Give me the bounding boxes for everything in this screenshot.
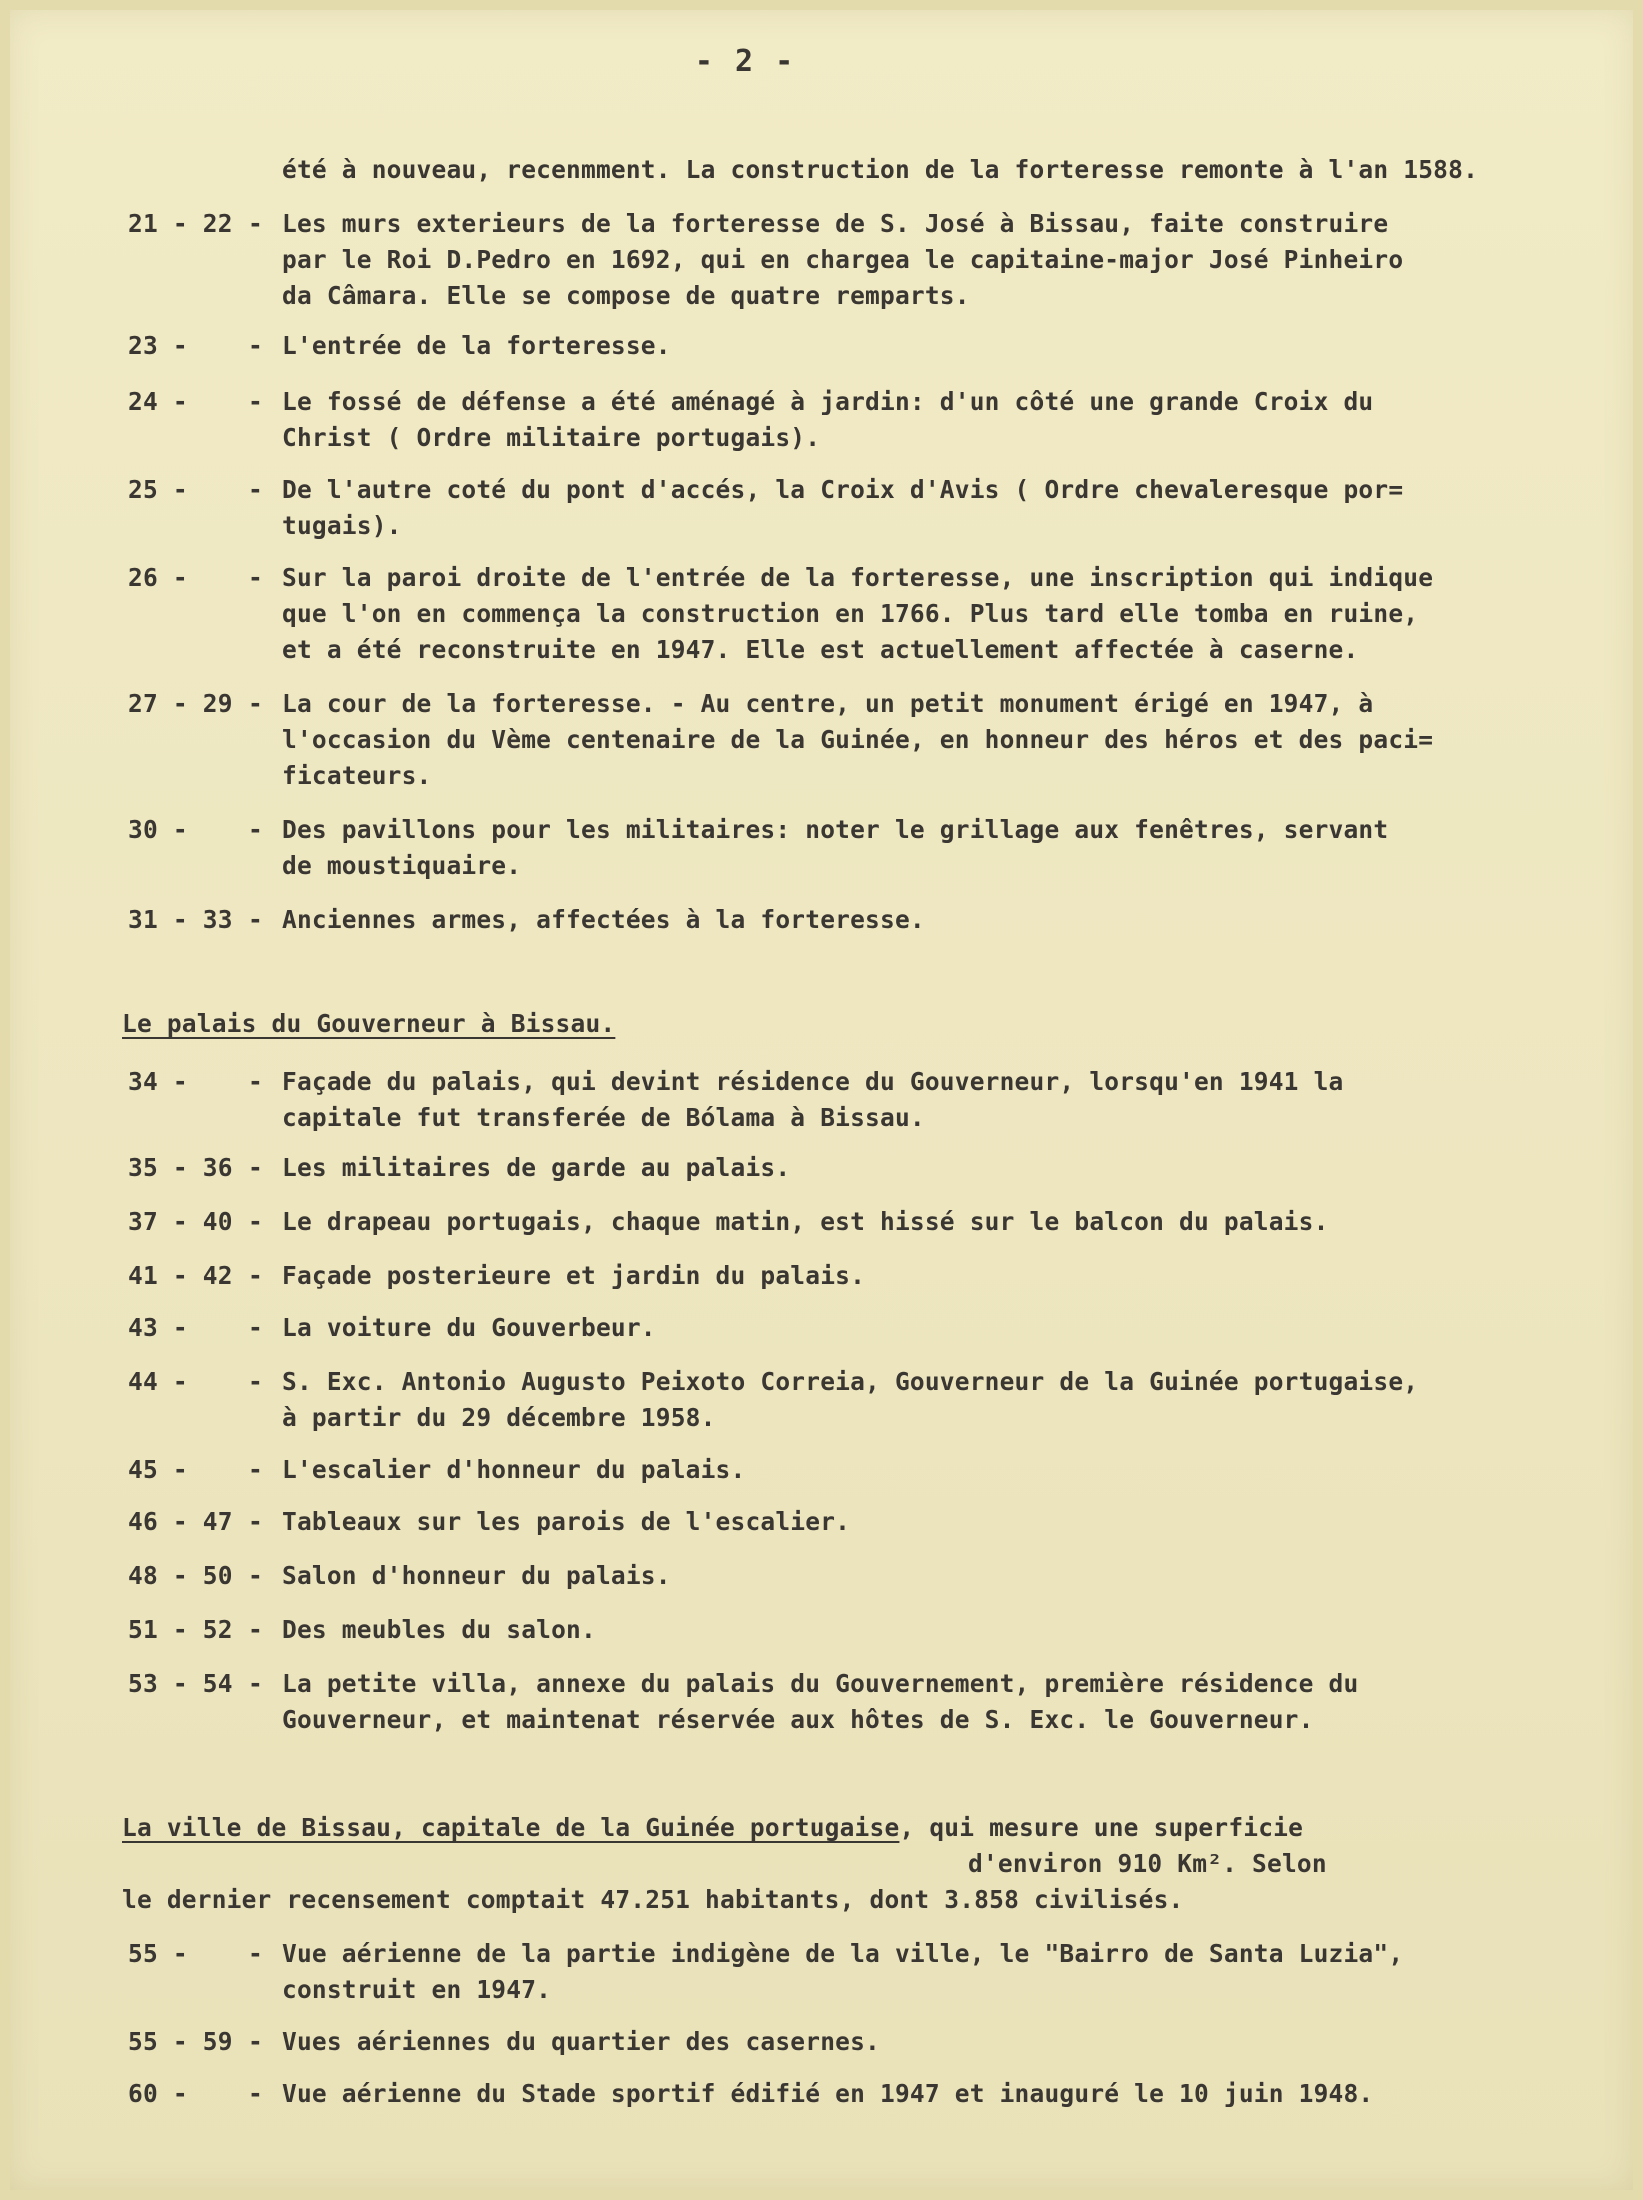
item-dash: - (248, 1067, 263, 1096)
item-dash: - (248, 2027, 263, 2056)
item-dash: - (248, 905, 263, 934)
section-heading-palais: Le palais du Gouverneur à Bissau. (122, 1009, 616, 1038)
item-line: Des pavillons pour les militaires: noter le grillage aux fenêtres, servant (282, 815, 1389, 844)
item-line: La petite villa, annexe du palais du Gouvernement, première résidence du (282, 1669, 1359, 1698)
item-line: Vue aérienne de la partie indigène de la ville, le "Bairro de Santa Luzia", (282, 1939, 1404, 1968)
section-ville-line3: le dernier recensement comptait 47.251 habitants, dont 3.858 civilisés. (122, 1885, 1184, 1914)
item-dash: - (248, 209, 263, 238)
item-number: 31 - 33 (128, 905, 233, 934)
item-dash: - (248, 1939, 263, 1968)
item-line: Sur la paroi droite de l'entrée de la forteresse, une inscription qui indique (282, 563, 1434, 592)
item-dash: - (248, 1507, 263, 1536)
item-line: ficateurs. (282, 761, 432, 790)
item-dash: - (248, 1153, 263, 1182)
item-number: 37 - 40 (128, 1207, 233, 1236)
item-line: tugais). (282, 511, 402, 540)
item-number: 35 - 36 (128, 1153, 233, 1182)
item-dash: - (248, 331, 263, 360)
item-line: l'occasion du Vème centenaire de la Guinée, en honneur des héros et des paci= (282, 725, 1434, 754)
item-dash: - (248, 387, 263, 416)
item-line: S. Exc. Antonio Augusto Peixoto Correia, Gouverneur de la Guinée portugaise, (282, 1367, 1419, 1396)
item-number: 25 - (128, 475, 188, 504)
item-number: 55 - 59 (128, 2027, 233, 2056)
item-line: Gouverneur, et maintenat réservée aux hôtes de S. Exc. le Gouverneur. (282, 1705, 1314, 1734)
item-number: 26 - (128, 563, 188, 592)
item-dash: - (248, 563, 263, 592)
item-line: Les murs exterieurs de la forteresse de S. José à Bissau, faite construire (282, 209, 1389, 238)
item-line: Le drapeau portugais, chaque matin, est hissé sur le balcon du palais. (282, 1207, 1329, 1236)
item-line: La cour de la forteresse. - Au centre, un petit monument érigé en 1947, à (282, 689, 1374, 718)
item-line: par le Roi D.Pedro en 1692, qui en chargea le capitaine-major José Pinheiro (282, 245, 1404, 274)
item-number: 46 - 47 (128, 1507, 233, 1536)
item-dash: - (248, 815, 263, 844)
item-line: L'escalier d'honneur du palais. (282, 1455, 746, 1484)
item-dash: - (248, 1615, 263, 1644)
item-number: 48 - 50 (128, 1561, 233, 1590)
item-number: 55 - (128, 1939, 188, 1968)
item-line: et a été reconstruite en 1947. Elle est actuellement affectée à caserne. (282, 635, 1359, 664)
item-dash: - (248, 1561, 263, 1590)
section-ville-line2: d'environ 910 Km². Selon (968, 1849, 1327, 1878)
item-dash: - (248, 1367, 263, 1396)
item-line: Tableaux sur les parois de l'escalier. (282, 1507, 851, 1536)
section-title-rest: , qui mesure une superficie (899, 1813, 1304, 1842)
item-line: Façade du palais, qui devint résidence du Gouverneur, lorsqu'en 1941 la (282, 1067, 1344, 1096)
item-line: La voiture du Gouverbeur. (282, 1313, 656, 1342)
item-line: Façade posterieure et jardin du palais. (282, 1261, 866, 1290)
item-number: 27 - 29 (128, 689, 233, 718)
section-title-ville: La ville de Bissau, capitale de la Guinée portugaise (122, 1813, 900, 1842)
item-line: que l'on en commença la construction en 1766. Plus tard elle tomba en ruine, (282, 599, 1419, 628)
item-number: 41 - 42 (128, 1261, 233, 1290)
item-number: 53 - 54 (128, 1669, 233, 1698)
item-dash: - (248, 2079, 263, 2108)
section-heading-ville (122, 1810, 1303, 1846)
item-number: 45 - (128, 1455, 188, 1484)
intro-line: été à nouveau, recenmment. La construction de la forteresse remonte à l'an 1588. (282, 155, 1479, 184)
item-line: Le fossé de défense a été aménagé à jardin: d'un côté une grande Croix du (282, 387, 1374, 416)
item-line: De l'autre coté du pont d'accés, la Croix d'Avis ( Ordre chevaleresque por= (282, 475, 1404, 504)
item-line: Salon d'honneur du palais. (282, 1561, 671, 1590)
item-dash: - (248, 1455, 263, 1484)
item-line: Des meubles du salon. (282, 1615, 596, 1644)
item-line: construit en 1947. (282, 1975, 552, 2004)
item-line: Anciennes armes, affectées à la forteresse. (282, 905, 925, 934)
item-line: L'entrée de la forteresse. (282, 331, 671, 360)
item-line: capitale fut transferée de Bólama à Bissau. (282, 1103, 925, 1132)
item-line: à partir du 29 décembre 1958. (282, 1403, 716, 1432)
item-dash: - (248, 475, 263, 504)
item-number: 23 - (128, 331, 188, 360)
item-line: Christ ( Ordre militaire portugais). (282, 423, 821, 452)
item-number: 44 - (128, 1367, 188, 1396)
item-number: 51 - 52 (128, 1615, 233, 1644)
item-line: Vue aérienne du Stade sportif édifié en 1947 et inauguré le 10 juin 1948. (282, 2079, 1374, 2108)
item-number: 21 - 22 (128, 209, 233, 238)
item-number: 43 - (128, 1313, 188, 1342)
item-dash: - (248, 1313, 263, 1342)
item-number: 24 - (128, 387, 188, 416)
item-dash: - (248, 689, 263, 718)
item-line: da Câmara. Elle se compose de quatre remparts. (282, 281, 970, 310)
item-dash: - (248, 1207, 263, 1236)
item-dash: - (248, 1261, 263, 1290)
item-line: Vues aériennes du quartier des casernes. (282, 2027, 881, 2056)
item-number: 30 - (128, 815, 188, 844)
item-line: Les militaires de garde au palais. (282, 1153, 791, 1182)
item-dash: - (248, 1669, 263, 1698)
item-line: de moustiquaire. (282, 851, 522, 880)
item-number: 34 - (128, 1067, 188, 1096)
page-number: - 2 - (694, 44, 796, 79)
item-number: 60 - (128, 2079, 188, 2108)
